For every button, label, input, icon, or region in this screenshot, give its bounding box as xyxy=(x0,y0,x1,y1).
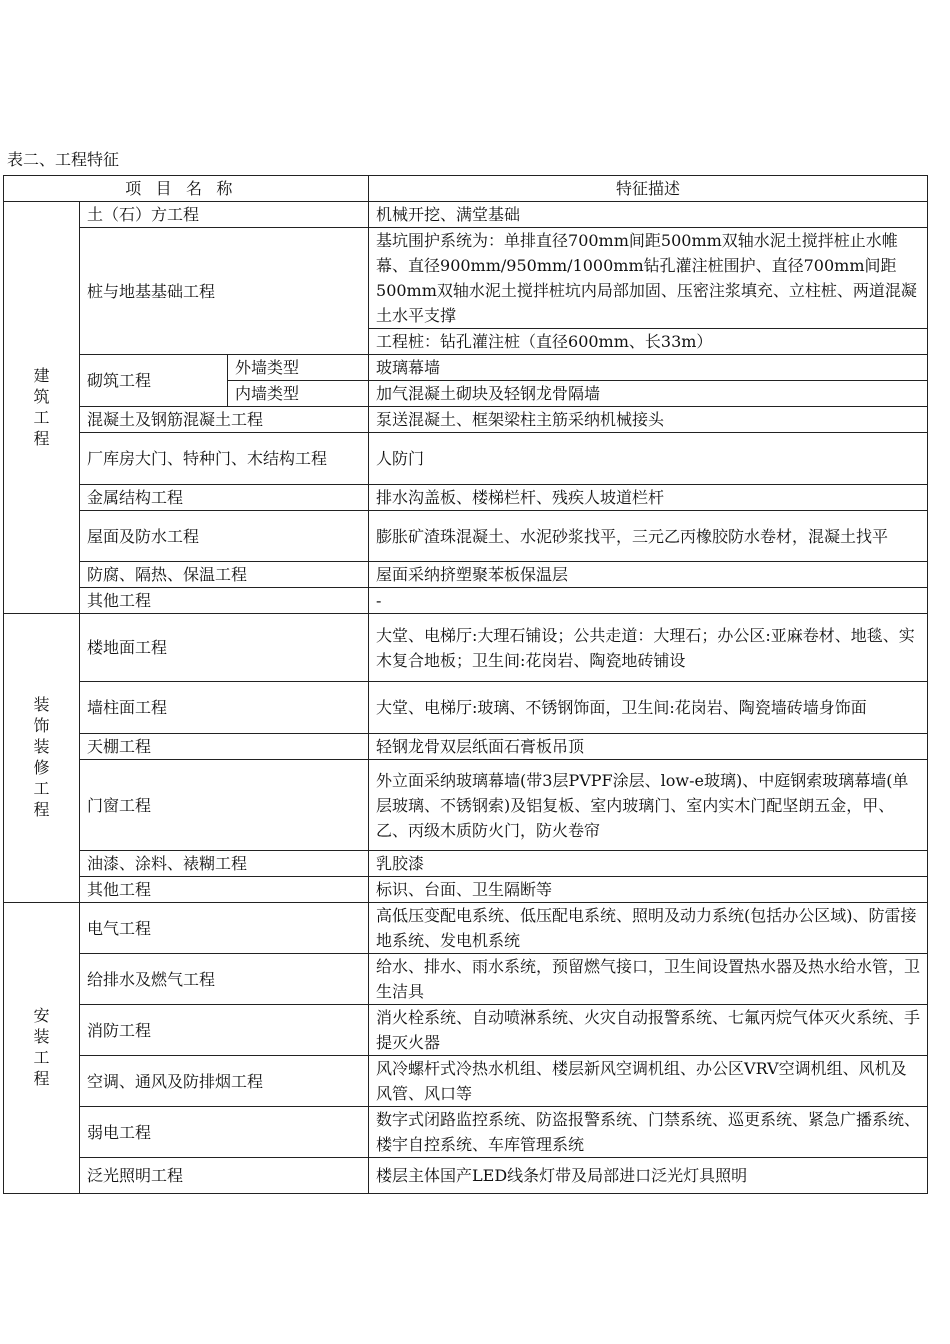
item-name: 砌筑工程 xyxy=(80,355,228,407)
item-name: 墙柱面工程 xyxy=(80,682,369,734)
item-name: 油漆、涂料、裱糊工程 xyxy=(80,851,369,877)
header-description: 特征描述 xyxy=(369,176,928,202)
table-row xyxy=(4,1056,928,1107)
table-row xyxy=(4,588,928,614)
item-name: 厂库房大门、特种门、木结构工程 xyxy=(80,433,369,485)
table-row xyxy=(4,954,928,1005)
table-row xyxy=(4,228,928,329)
sub-item-name: 内墙类型 xyxy=(228,381,369,407)
item-description: 给水、排水、雨水系统，预留燃气接口，卫生间设置热水器及热水给水管，卫生洁具 xyxy=(369,954,928,1005)
item-name: 防腐、隔热、保温工程 xyxy=(80,562,369,588)
item-description: 乳胶漆 xyxy=(369,851,928,877)
table-row xyxy=(4,851,928,877)
table-row xyxy=(4,202,928,228)
item-description: 加气混凝土砌块及轻钢龙骨隔墙 xyxy=(369,381,928,407)
table-row xyxy=(4,760,928,851)
table-row xyxy=(4,485,928,511)
table-row xyxy=(4,433,928,485)
item-name: 门窗工程 xyxy=(80,760,369,851)
category-label: 建筑工程 xyxy=(33,365,50,448)
item-description: 大堂、电梯厅:玻璃、不锈钢饰面，卫生间:花岗岩、陶瓷墙砖墙身饰面 xyxy=(369,682,928,734)
table-row xyxy=(4,1158,928,1194)
item-name: 楼地面工程 xyxy=(80,614,369,682)
category-cell xyxy=(4,202,80,614)
item-description: 消火栓系统、自动喷淋系统、火灾自动报警系统、七氟丙烷气体灭火系统、手提灭火器 xyxy=(369,1005,928,1056)
table-row xyxy=(4,734,928,760)
table-row xyxy=(4,877,928,903)
item-description: 标识、台面、卫生隔断等 xyxy=(369,877,928,903)
item-name: 给排水及燃气工程 xyxy=(80,954,369,1005)
table-row xyxy=(4,614,928,682)
category-label: 安装工程 xyxy=(33,1006,50,1088)
item-description: 工程桩：钻孔灌注桩（直径600mm、长33m） xyxy=(369,329,928,355)
item-description: 楼层主体国产LED线条灯带及局部进口泛光灯具照明 xyxy=(369,1158,928,1194)
table-row xyxy=(4,355,928,381)
item-description: 风冷螺杆式冷热水机组、楼层新风空调机组、办公区VRV空调机组、风机及风管、风口等 xyxy=(369,1056,928,1107)
item-description: 基坑围护系统为：单排直径700mm间距500mm双轴水泥土搅拌桩止水帷幕、直径900mm/950mm/1000mm钻孔灌注桩围护、直径700mm间距500mm双轴水泥土搅拌桩坑内局部加固、压密注浆填充、立柱桩、两道混凝土水平支撑 xyxy=(369,228,928,329)
table-row xyxy=(4,562,928,588)
item-description: 高低压变配电系统、低压配电系统、照明及动力系统(包括办公区域)、防雷接地系统、发电机系统 xyxy=(369,903,928,954)
page-title: 表二、工程特征 xyxy=(7,150,120,169)
item-name: 弱电工程 xyxy=(80,1107,369,1158)
category-cell xyxy=(4,614,80,903)
sub-item-name: 外墙类型 xyxy=(228,355,369,381)
item-name: 其他工程 xyxy=(80,877,369,903)
item-description: 泵送混凝土、框架梁柱主筋采纳机械接头 xyxy=(369,407,928,433)
category-label: 装饰装修工程 xyxy=(33,695,50,819)
item-name: 金属结构工程 xyxy=(80,485,369,511)
table-row xyxy=(4,903,928,954)
table-header-row xyxy=(4,176,928,202)
item-description: 膨胀矿渣珠混凝土、水泥砂浆找平，三元乙丙橡胶防水卷材，混凝土找平 xyxy=(369,511,928,562)
item-name: 桩与地基基础工程 xyxy=(80,228,369,355)
table-row xyxy=(4,682,928,734)
table-row xyxy=(4,1107,928,1158)
item-description: 排水沟盖板、楼梯栏杆、残疾人坡道栏杆 xyxy=(369,485,928,511)
item-description: 机械开挖、满堂基础 xyxy=(369,202,928,228)
item-description: 外立面采纳玻璃幕墙(带3层PVPF涂层、low-e玻璃)、中庭钢索玻璃幕墙(单层玻璃、不锈钢索)及铝复板、室内玻璃门、室内实木门配坚朗五金，甲、乙、丙级木质防火门，防火卷帘 xyxy=(369,760,928,851)
item-description: 玻璃幕墙 xyxy=(369,355,928,381)
item-name: 土（石）方工程 xyxy=(80,202,369,228)
table-row xyxy=(4,1005,928,1056)
item-description: 数字式闭路监控系统、防盗报警系统、门禁系统、巡更系统、紧急广播系统、楼宇自控系统、车库管理系统 xyxy=(369,1107,928,1158)
item-name: 空调、通风及防排烟工程 xyxy=(80,1056,369,1107)
category-cell xyxy=(4,903,80,1194)
table-row xyxy=(4,407,928,433)
item-name: 电气工程 xyxy=(80,903,369,954)
item-description: 屋面采纳挤塑聚苯板保温层 xyxy=(369,562,928,588)
item-name: 混凝土及钢筋混凝土工程 xyxy=(80,407,369,433)
item-description: - xyxy=(369,588,928,614)
item-name: 消防工程 xyxy=(80,1005,369,1056)
item-description: 人防门 xyxy=(369,433,928,485)
item-description: 大堂、电梯厅:大理石铺设；公共走道：大理石；办公区:亚麻卷材、地毯、实木复合地板；卫生间:花岗岩、陶瓷地砖铺设 xyxy=(369,614,928,682)
item-name: 其他工程 xyxy=(80,588,369,614)
header-item-name: 项目名称 xyxy=(4,176,369,202)
item-name: 天棚工程 xyxy=(80,734,369,760)
item-name: 屋面及防水工程 xyxy=(80,511,369,562)
item-description: 轻钢龙骨双层纸面石膏板吊顶 xyxy=(369,734,928,760)
table-row xyxy=(4,511,928,562)
item-name: 泛光照明工程 xyxy=(80,1158,369,1194)
engineering-features-table xyxy=(3,175,928,1194)
